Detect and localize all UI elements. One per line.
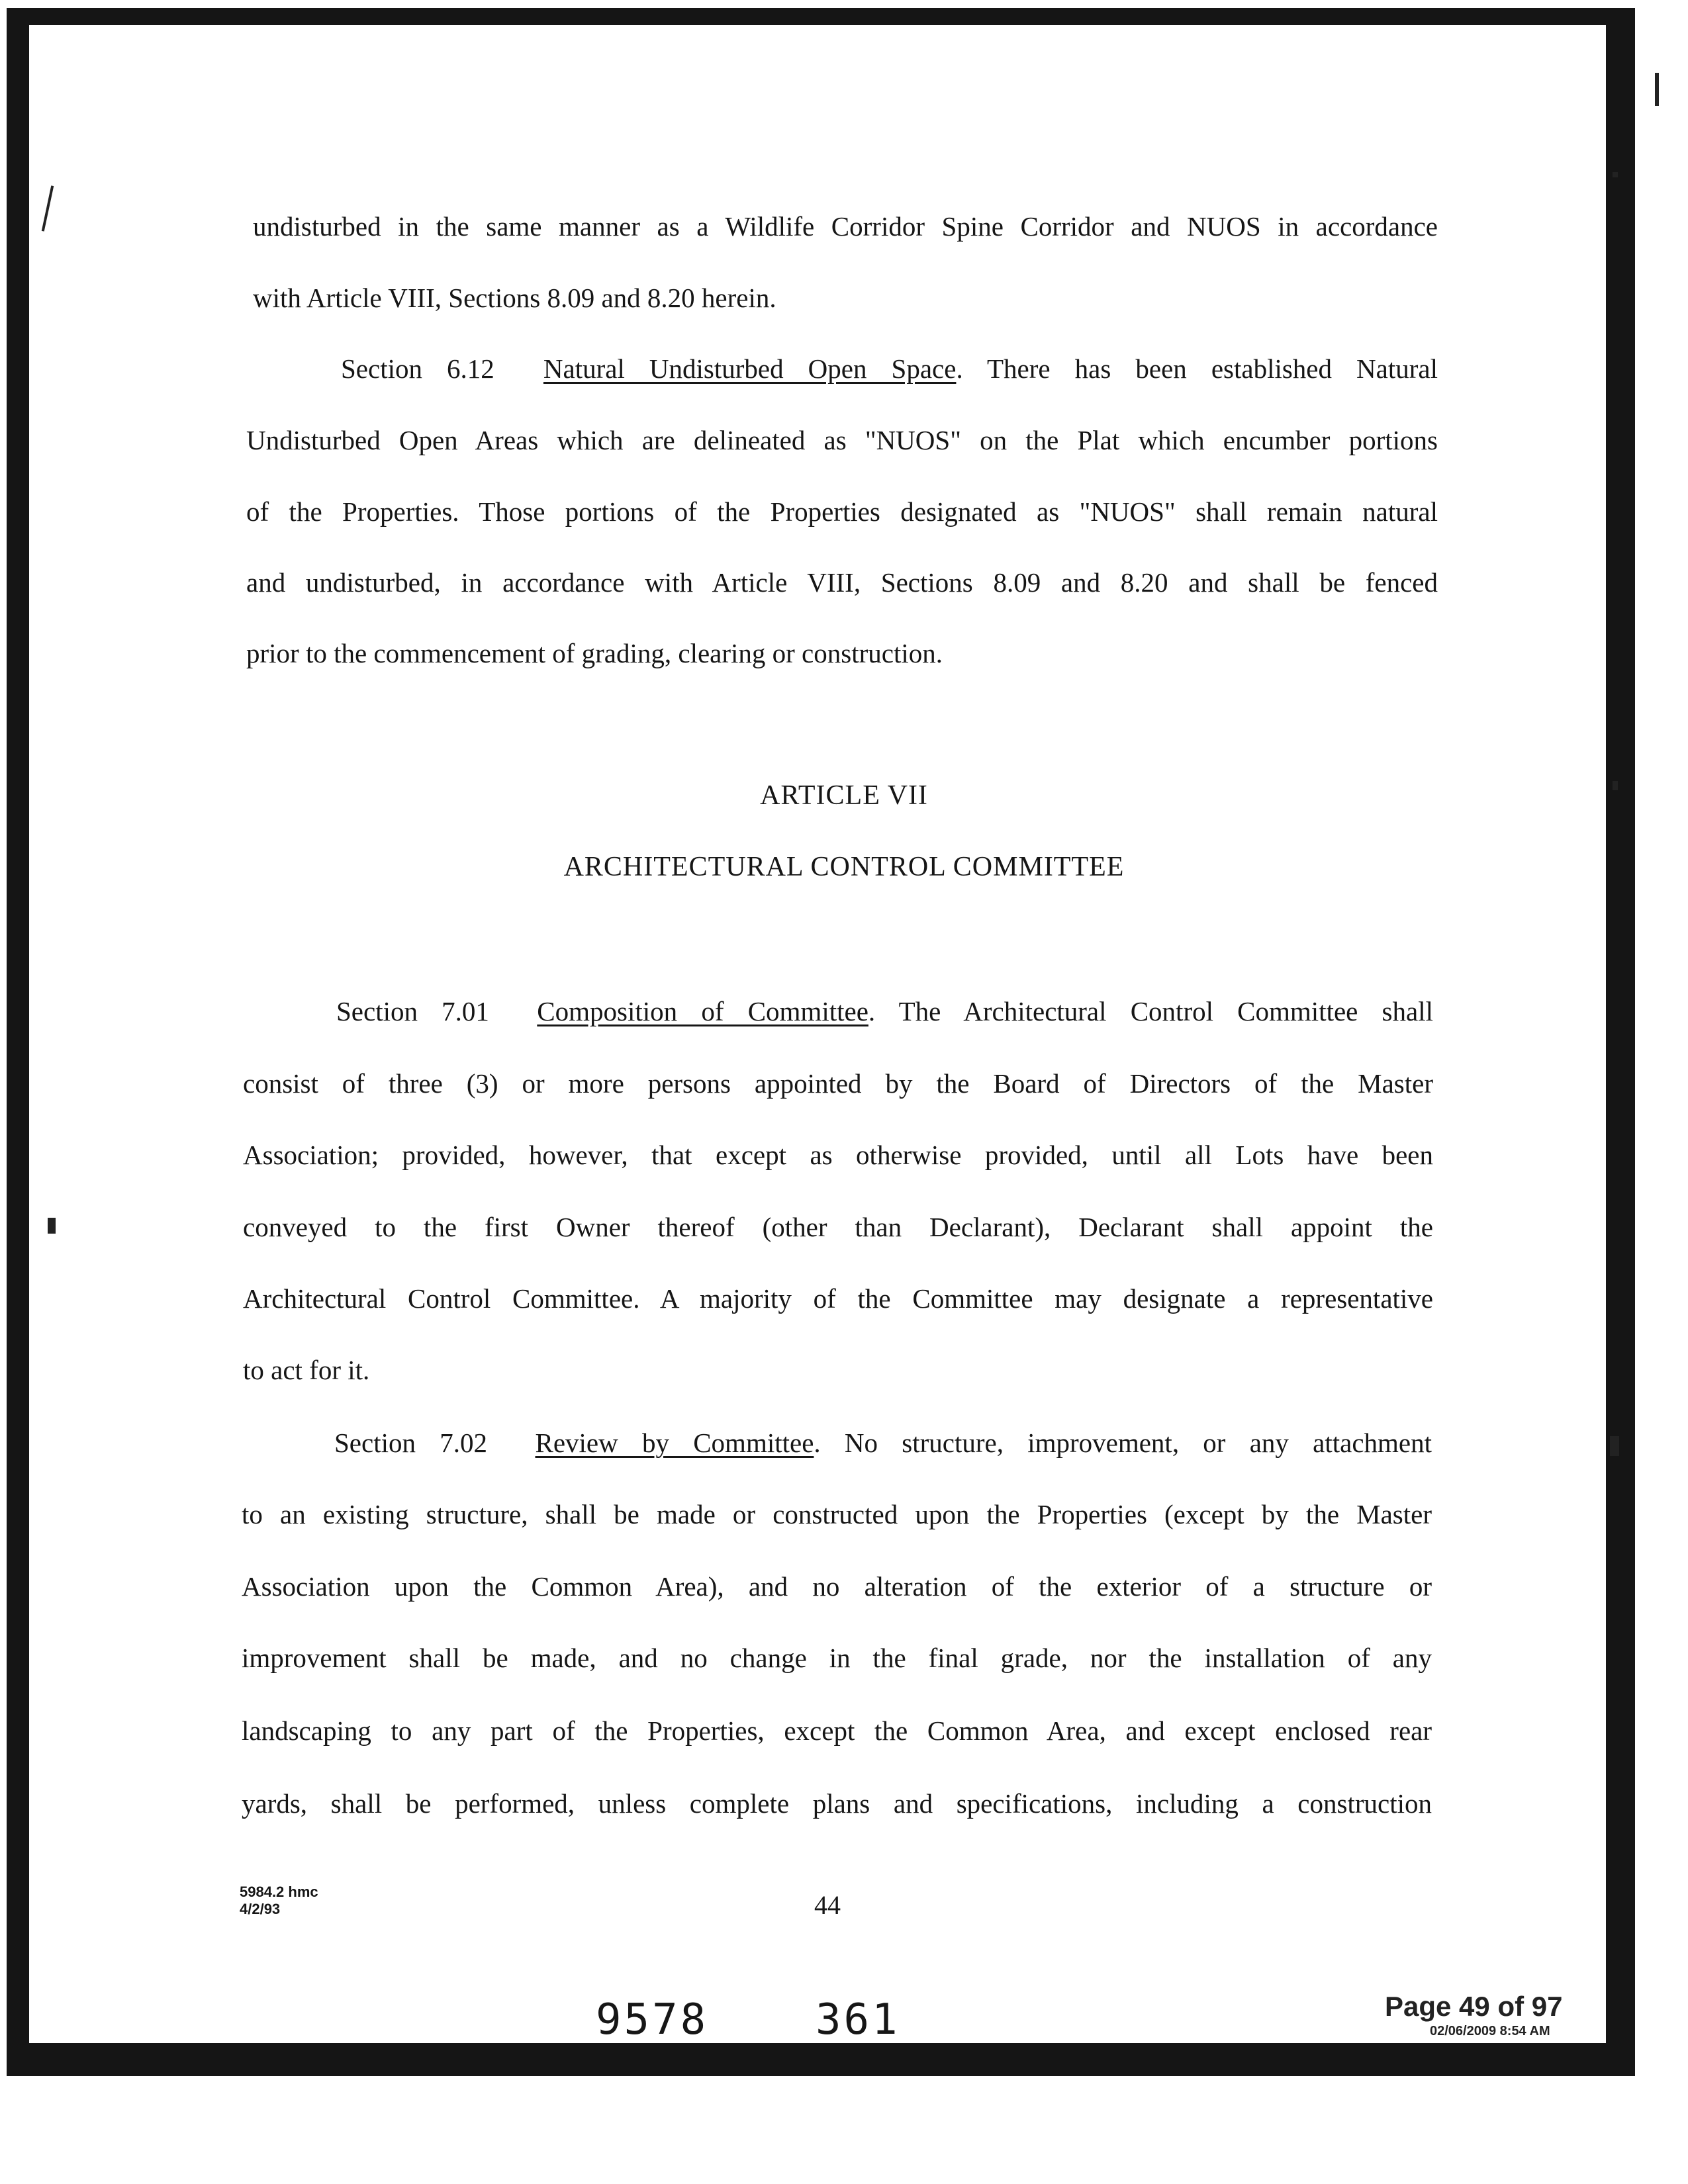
section-6-12-text: . There has been established Natural: [956, 353, 1438, 384]
body-line: prior to the commencement of grading, clearing or construction.: [246, 638, 943, 668]
body-line: yards, shall be performed, unless complete plans and specifications, including a construction: [242, 1788, 1432, 1819]
scan-mark: [1655, 73, 1659, 106]
body-line: consist of three (3) or more persons appointed by the Board of Directors of the Master: [243, 1068, 1433, 1099]
section-7-01-title: Composition of Committee: [537, 996, 868, 1026]
section-7-02-title: Review by Committee: [535, 1428, 814, 1458]
section-6-12-first-line: [341, 352, 1438, 385]
section-7-01-text: . The Architectural Control Committee shall: [868, 996, 1433, 1026]
article-title: ARCHITECTURAL CONTROL COMMITTEE: [563, 852, 1125, 882]
recording-book-stamp: 9578: [596, 1995, 709, 2044]
print-timestamp: 02/06/2009 8:54 AM: [1430, 2024, 1550, 2038]
body-line: Undisturbed Open Areas which are delineated as "NUOS" on the Plat which encumber portions: [246, 425, 1438, 455]
section-7-01-first-line: [336, 995, 1433, 1028]
body-line: Architectural Control Committee. A majority of the Committee may designate a representative: [243, 1283, 1433, 1314]
recording-page-stamp: 361: [816, 1995, 900, 2044]
section-7-02-number: Section 7.02: [334, 1428, 487, 1458]
section-7-02-first-line: [334, 1426, 1432, 1459]
section-6-12-title: Natural Undisturbed Open Space: [543, 353, 957, 384]
section-7-01-number: Section 7.01: [336, 996, 489, 1026]
doc-date: 4/2/93: [240, 1901, 281, 1917]
article-number: ARTICLE VII: [760, 780, 928, 811]
body-line: to an existing structure, shall be made or constructed upon the Properties (except by the Master: [242, 1499, 1432, 1529]
scan-mark: [48, 1218, 56, 1234]
doc-code: 5984.2 hmc: [240, 1884, 318, 1900]
page-number: 44: [814, 1890, 841, 1920]
body-line: landscaping to any part of the Properties, except the Common Area, and except enclosed rear: [242, 1715, 1432, 1746]
page-of-total: Page 49 of 97: [1385, 1991, 1563, 2022]
body-line: undisturbed in the same manner as a Wildlife Corridor Spine Corridor and NUOS in accordance: [253, 211, 1438, 242]
body-line: to act for it.: [243, 1355, 370, 1385]
body-line: Association upon the Common Area), and no alteration of the exterior of a structure or: [242, 1571, 1432, 1602]
body-line: of the Properties. Those portions of the Properties designated as "NUOS" shall remain natural: [246, 496, 1438, 527]
body-line: Association; provided, however, that except as otherwise provided, until all Lots have been: [243, 1140, 1433, 1170]
section-7-02-text: . No structure, improvement, or any attachment: [814, 1428, 1432, 1458]
body-line: improvement shall be made, and no change in the final grade, nor the installation of any: [242, 1643, 1432, 1673]
scanned-page-frame: [7, 8, 1635, 2076]
section-6-12-number: Section 6.12: [341, 353, 494, 384]
body-line: conveyed to the first Owner thereof (other than Declarant), Declarant shall appoint the: [243, 1212, 1433, 1242]
scan-mark: [1613, 172, 1618, 177]
scan-mark: [1610, 1436, 1619, 1456]
body-line: and undisturbed, in accordance with Article VIII, Sections 8.09 and 8.20 and shall be fenced: [246, 567, 1438, 598]
body-line: with Article VIII, Sections 8.09 and 8.20 herein.: [253, 283, 776, 313]
